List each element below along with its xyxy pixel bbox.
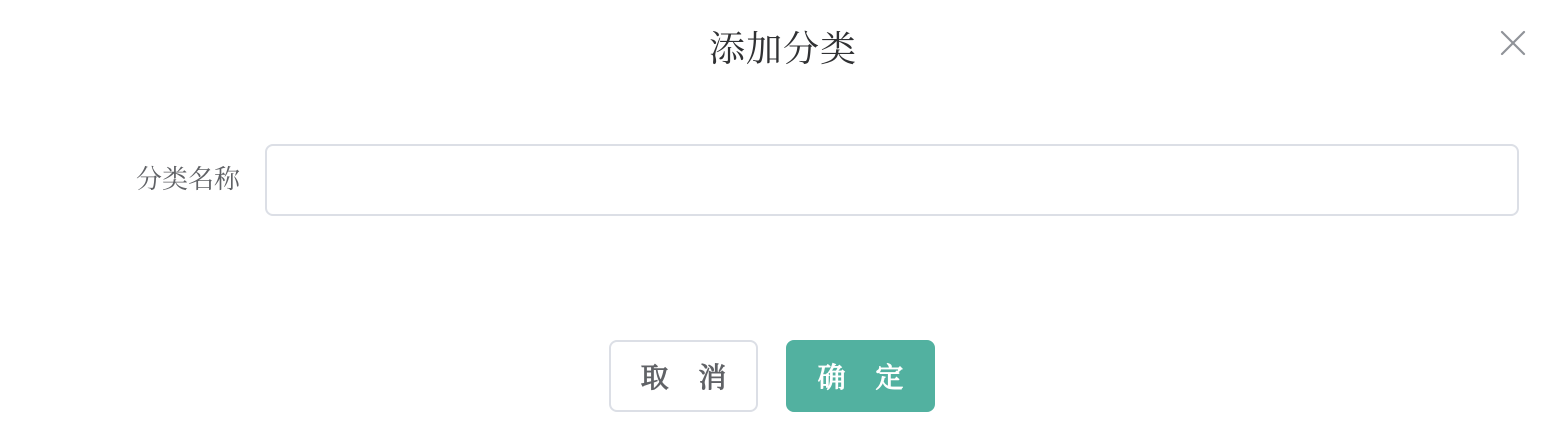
dialog-title: 添加分类	[708, 29, 857, 70]
cancel-button[interactable]: 取 消	[609, 340, 758, 412]
category-name-label: 分类名称	[135, 165, 240, 195]
close-icon	[1500, 30, 1526, 56]
close-button[interactable]	[1494, 24, 1532, 62]
confirm-button[interactable]: 确 定	[786, 340, 935, 412]
category-name-input[interactable]	[265, 144, 1519, 216]
